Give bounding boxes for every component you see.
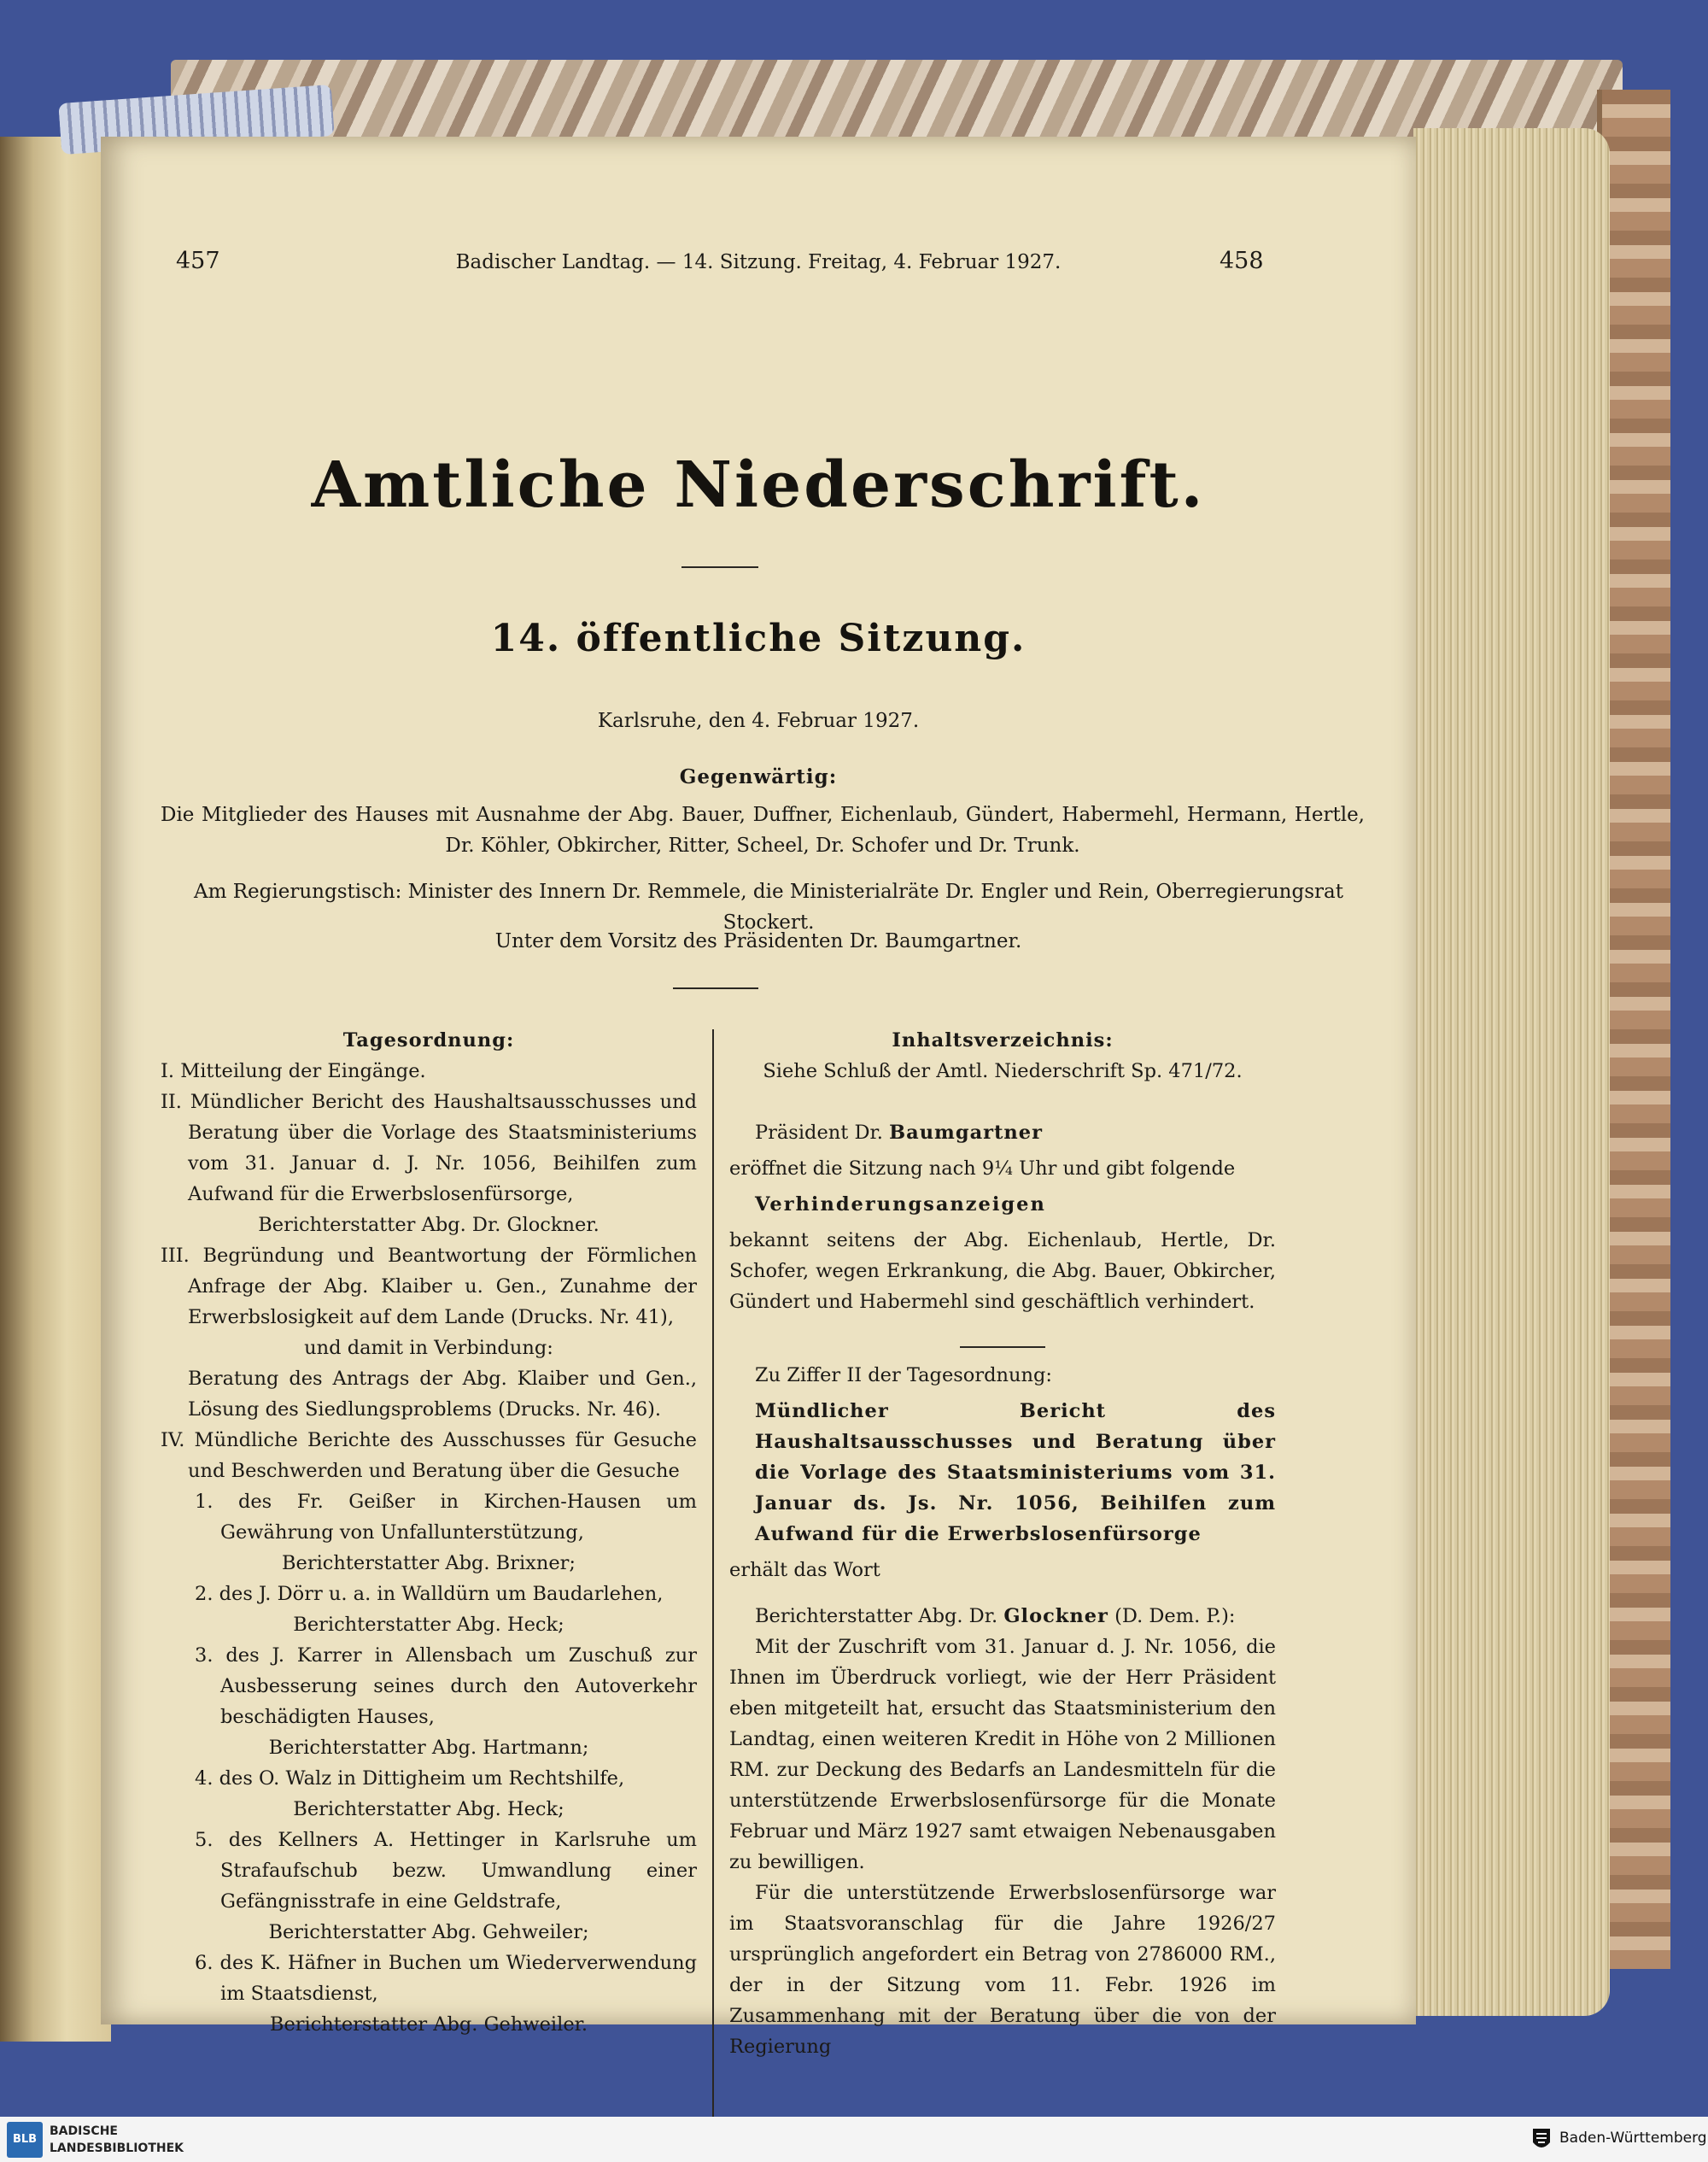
chair-note: Unter dem Vorsitz des Präsidenten Dr. Baumgartner. (494, 930, 1022, 952)
petition-5: 5. des Kellners A. Hettinger in Karlsruhe um Strafaufschub bezw. Umwandlung einer Gefängnisstrafe in eine Geldstrafe, (195, 1829, 697, 1913)
reporter-label: Berichterstatter Abg. Dr. (755, 1605, 998, 1627)
petition-1-reporter: Berichterstatter Abg. Brixner; (282, 1552, 576, 1574)
present-heading: Gegenwärtig: (679, 765, 838, 788)
page-number-left: 457 (176, 248, 220, 274)
agenda-reference: Zu Ziffer II der Tagesordnung: (755, 1364, 1052, 1386)
reporter-name: Glockner (1003, 1605, 1108, 1627)
library-name (50, 2123, 184, 2157)
reporter-line (729, 1601, 1276, 1632)
agenda-item-4: IV. Mündliche Berichte des Ausschusses für Gesuche und Beschwerden und Beratung über die Gesuche (161, 1429, 697, 1482)
section-rule (673, 987, 758, 989)
left-page-edge (0, 137, 111, 2042)
petition-3: 3. des J. Karrer in Allensbach um Zuschuß zur Ausbesserung seines durch den Autoverkehr beschädigten Hauses, (195, 1644, 697, 1728)
right-column-rule (960, 1346, 1045, 1348)
place-date: Karlsruhe, den 4. Februar 1927. (597, 710, 920, 732)
page-number-right: 458 (1220, 248, 1264, 274)
report-title: Mündlicher Bericht des Haushaltsausschusses und Beratung über die Vorlage des Staatsministeriums vom 31. Januar ds. Js. Nr. 1056, Beihilfen zum Aufwand für die Erwerbslosenfürsorge (755, 1400, 1276, 1545)
agenda-item-1: I. Mitteilung der Eingänge. (161, 1060, 426, 1082)
president-name: Baumgartner (889, 1122, 1043, 1144)
agenda-item-3-connector: und damit in Verbindung: (304, 1337, 553, 1359)
toc-text: Siehe Schluß der Amtl. Niederschrift Sp. 471/72. (763, 1060, 1243, 1082)
agenda-item-3: III. Begründung und Beantwortung der Förmlichen Anfrage der Abg. Klaiber u. Gen., Zunahme der Erwerbslosigkeit auf dem Lande (Drucks. Nr. 41), (161, 1245, 697, 1328)
agenda-item-2: II. Mündlicher Bericht des Haushaltsausschusses und Beratung über die Vorlage des Staatsministeriums vom 31. Januar d. J. Nr. 1056, Beihilfen zum Aufwand für die Erwerbslosenfürsorge, (161, 1091, 697, 1205)
agenda-heading: Tagesordnung: (342, 1029, 515, 1052)
footer-bar (0, 2117, 1708, 2162)
agenda-item-3b: Beratung des Antrags der Abg. Klaiber und Gen., Lösung des Siedlungsproblems (Drucks. Nr. 46). (188, 1368, 697, 1421)
title-rule (681, 566, 758, 568)
petition-4-reporter: Berichterstatter Abg. Heck; (293, 1798, 564, 1820)
petition-6: 6. des K. Häfner in Buchen um Wiederverwendung im Staatsdienst, (195, 1952, 697, 2005)
right-column (729, 1025, 1276, 2062)
session-title: 14. öffentliche Sitzung. (490, 617, 1027, 660)
petition-2-reporter: Berichterstatter Abg. Heck; (293, 1614, 564, 1636)
library-name-line-1: BADISCHE (50, 2124, 118, 2138)
petition-6-reporter: Berichterstatter Abg. Gehweiler. (269, 2013, 588, 2036)
president-label: Präsident Dr. (755, 1122, 883, 1144)
government-table: Am Regierungstisch: Minister des Innern Dr. Remmele, die Ministerialräte Dr. Engler und Rein, Oberregierungsrat Stockert. (194, 881, 1343, 934)
floor-text: erhält das Wort (729, 1559, 880, 1581)
toc-heading: Inhaltsverzeichnis: (892, 1029, 1114, 1052)
library-name-line-2: LANDESBIBLIOTHEK (50, 2141, 184, 2155)
page-stack (1413, 128, 1610, 2016)
baden-wuerttemberg-crest-icon (1530, 2125, 1553, 2154)
marbled-cover (171, 60, 1623, 141)
petition-4: 4. des O. Walz in Dittigheim um Rechtshilfe, (195, 1767, 625, 1790)
absence-heading: Verhinderungsanzeigen (755, 1193, 1046, 1216)
report-paragraph-1: Mit der Zuschrift vom 31. Januar d. J. Nr. 1056, die Ihnen im Überdruck vorliegt, wie der Herr Präsident eben mitgeteilt hat, ersucht das Staatsministerium den Landtag, einen weiteren Kredit in Höhe von 2 Millionen RM. zur Deckung des Bedarfs an Landesmitteln für die unterstützende Erwerbslosenfürsorge für die Monate Februar und März 1927 samt etwaigen Nebenausgaben zu bewilligen. (729, 1636, 1276, 1873)
report-paragraph-2: Für die unterstützende Erwerbslosenfürsorge war im Staatsvoranschlag für die Jahre 1926/27 ursprünglich angefordert ein Betrag von 2786000 RM., der in der Sitzung vom 11. Febr. 1926 im Zusammenhang mit der Beratung über die von der Regierung (729, 1882, 1276, 2058)
absence-text: bekannt seitens der Abg. Eichenlaub, Hertle, Dr. Schofer, wegen Erkrankung, die Abg. Bauer, Obkircher, Gündert und Habermehl sind geschäftlich verhindert. (729, 1229, 1276, 1313)
document-page (101, 137, 1416, 2058)
petition-1: 1. des Fr. Geißer in Kirchen-Hausen um Gewährung von Unfallunterstützung, (195, 1491, 697, 1544)
president-line (729, 1117, 1276, 1148)
column-divider (712, 1029, 714, 2117)
opening-text: eröffnet die Sitzung nach 9¼ Uhr und gibt folgende (729, 1157, 1236, 1180)
running-title: Badischer Landtag. — 14. Sitzung. Freitag, 4. Februar 1927. (455, 251, 1062, 273)
petition-5-reporter: Berichterstatter Abg. Gehweiler; (268, 1921, 589, 1943)
blb-logo: BLB (7, 2122, 43, 2158)
petition-2: 2. des J. Dörr u. a. in Walldürn um Baudarlehen, (195, 1583, 664, 1605)
petition-3-reporter: Berichterstatter Abg. Hartmann; (268, 1737, 589, 1759)
document-title: Amtliche Niederschrift. (311, 448, 1206, 522)
reporter-party: (D. Dem. P.): (1114, 1605, 1236, 1627)
agenda-item-2-reporter: Berichterstatter Abg. Dr. Glockner. (258, 1214, 600, 1236)
left-column (161, 1025, 697, 2040)
present-members: Die Mitglieder des Hauses mit Ausnahme der Abg. Bauer, Duffner, Eichenlaub, Gündert, Habermehl, Hermann, Hertle, Dr. Köhler, Obkircher, Ritter, Scheel, Dr. Schofer und Dr. Trunk. (161, 804, 1365, 857)
state-label: Baden-Württemberg (1559, 2130, 1707, 2147)
